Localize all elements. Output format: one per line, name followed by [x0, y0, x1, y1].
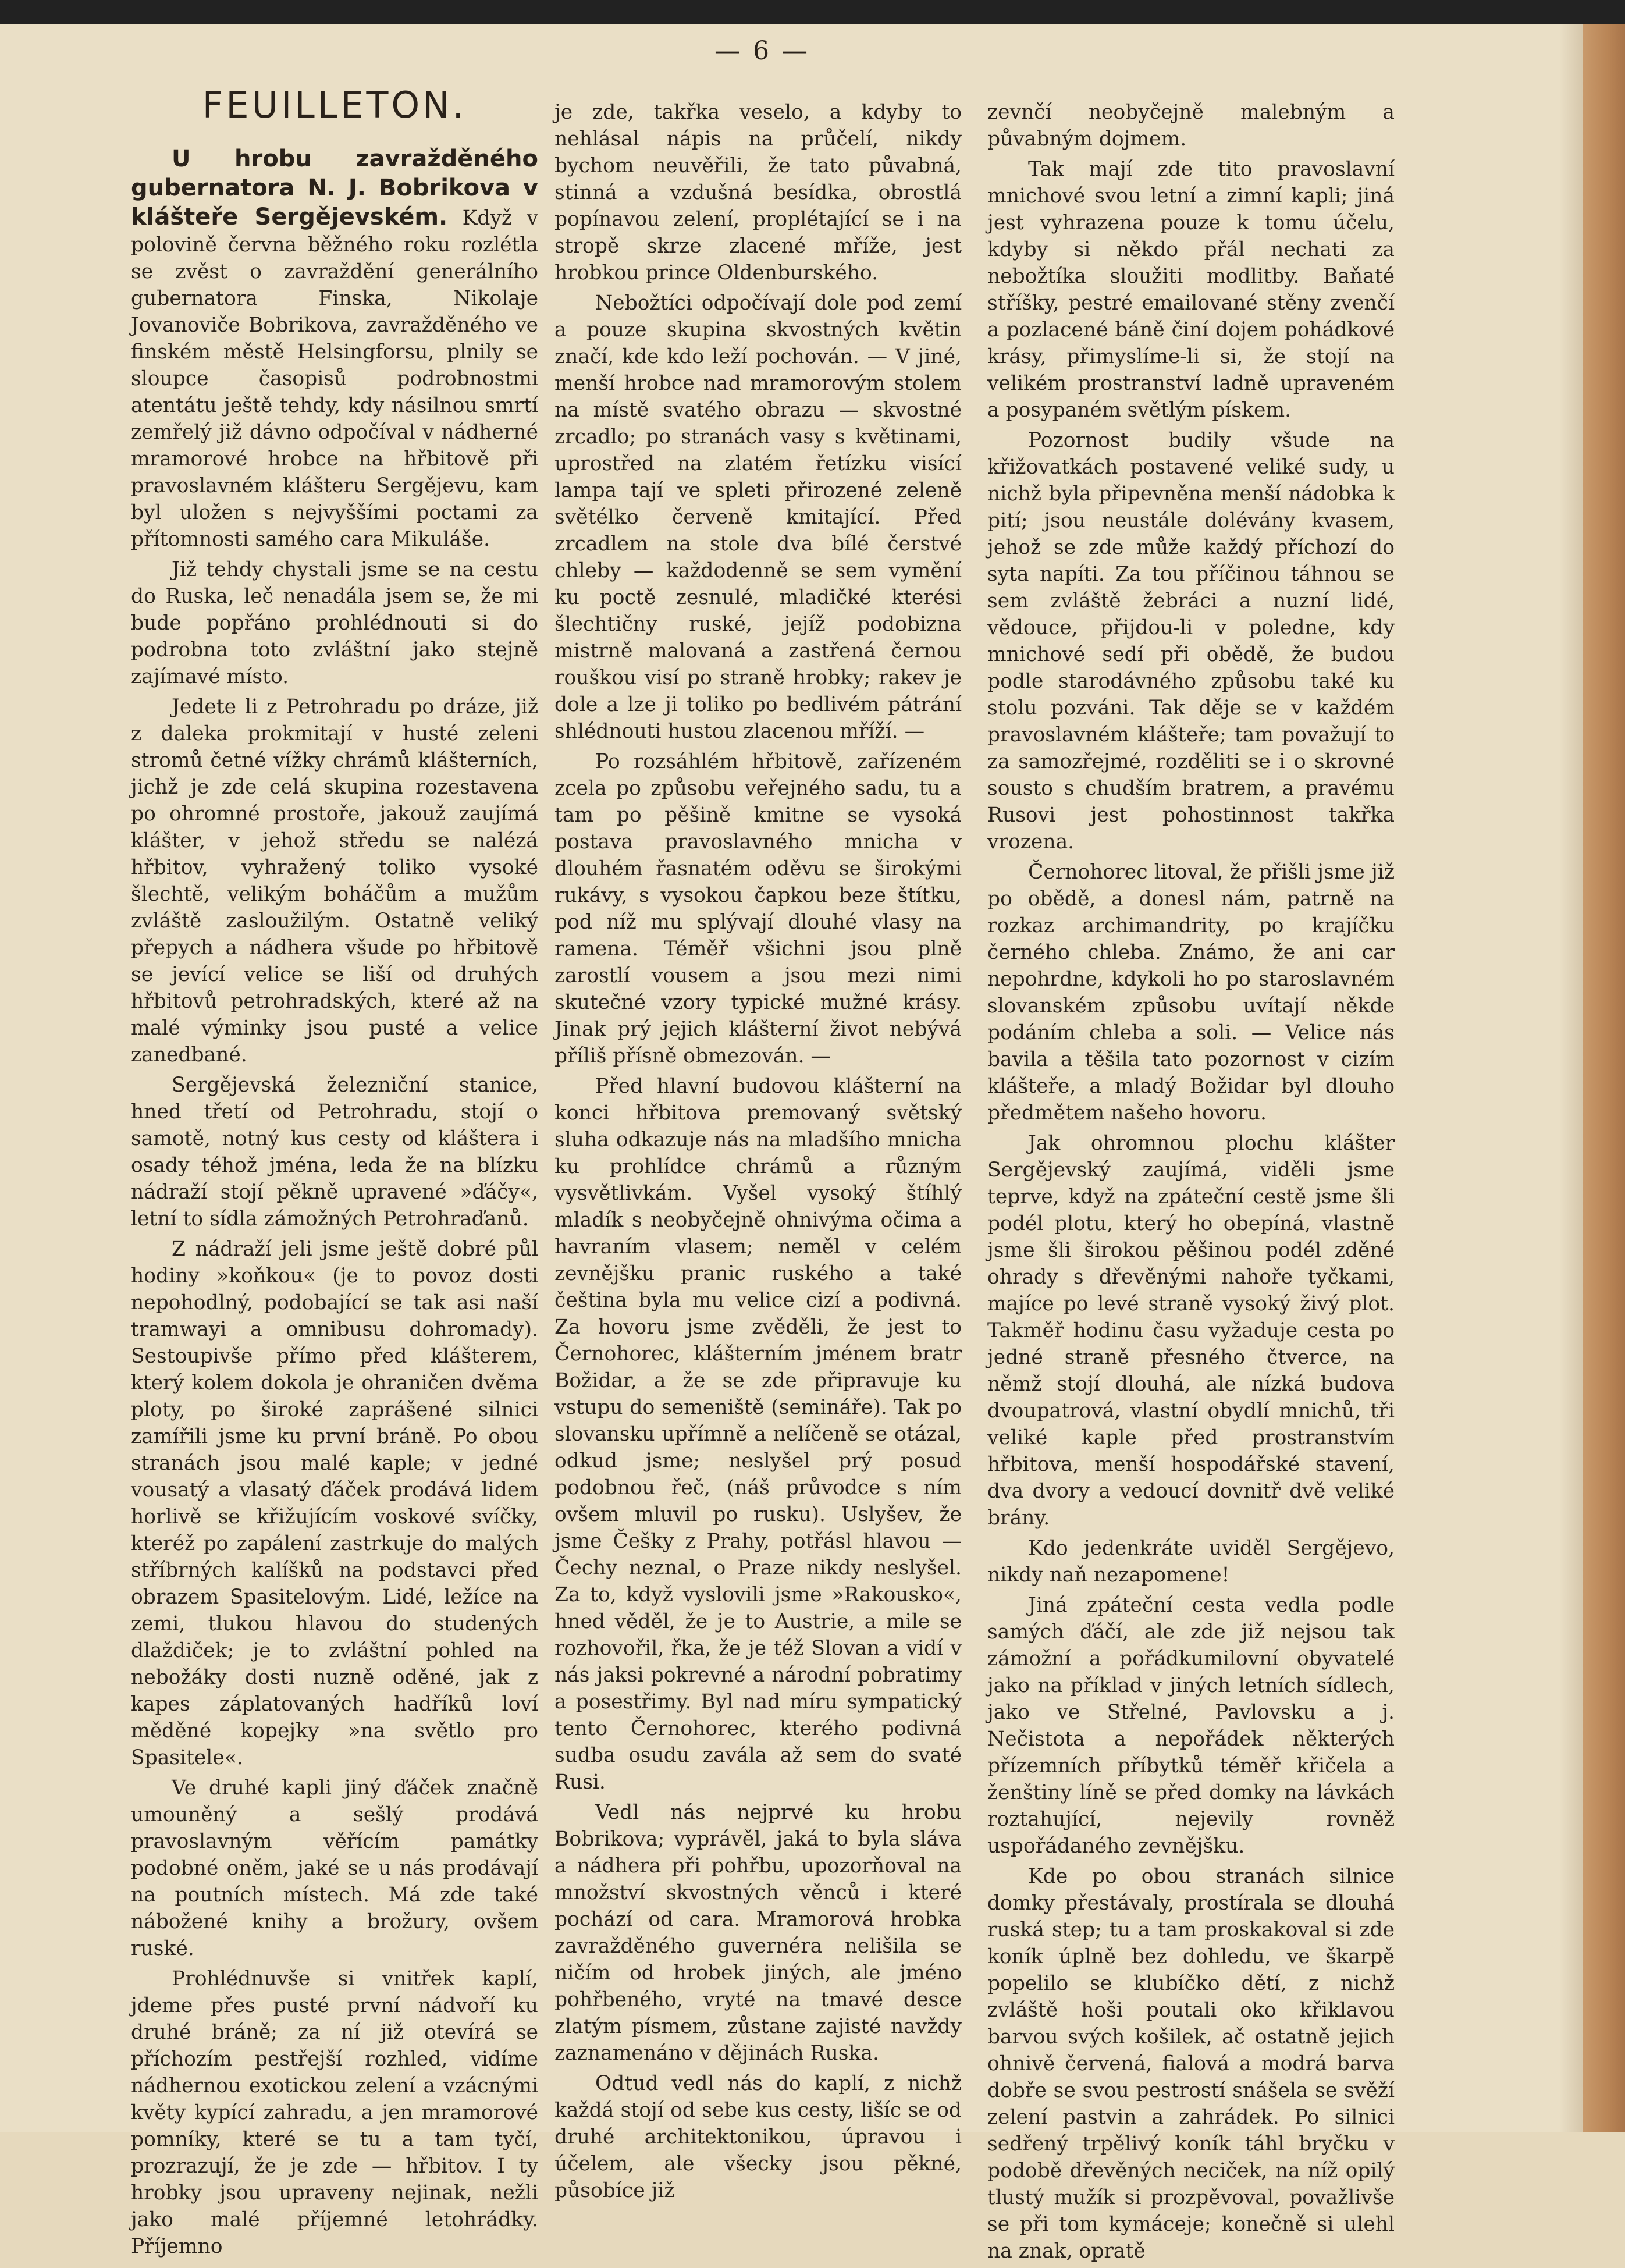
paragraph: Nebožtíci odpočívají dole pod zemí a pouze skupina skvostných květin značí, kde kdo leží pochován. — V jiné, menší hrobce nad mramorovým stolem na místě svatého obrazu — skvostné zrcadlo; po stranách vasy s květinami, uprostřed na zlatém řetízku visící lampa tají ve spleti přirozené zeleně světélko červeně kmitající. Před zrcadlem na stole dva bílé čerstvé chleby — každodenně se sem vymění ku poctě zesnulé, mladičké kterési šlechtičny ruské, jejíž podobizna mistrně malovaná a zastřená černou rouškou visí po straně hrobky; rakev je dole a lze ji toliko po bedlivém pátrání shlédnouti hustou zlacenou mříží. — — [554, 292, 962, 743]
paragraph: Jak ohromnou plochu klášter Sergějevský zaujímá, viděli jsme teprve, když na zpáteční cestě jsme šli podél plotu, který ho obepíná, vlastně jsme šli širokou pěšinou podél zděné ohrady s dřevěnými nahoře tyčkami, majíce po levé straně vysoký živý plot. Takměř hodinu času vyžaduje cesta po jedné straně přesného čtverce, na němž stojí dlouhá, ale nízká budova dvoupatrová, vlastní obydlí mnichů, tři veliké kaple před prostranstvím hřbitova, menší hospodářské stavení, dva dvory a vedoucí dovnitř dvě veliké brány. — [987, 1132, 1395, 1530]
paragraph: Ve druhé kapli jiný ďáček značně umouněný a sešlý prodává pravoslavným věřícím památky podobné oněm, jaké se u nás prodávají na poutních místech. Má zde také nábožené knihy a brožury, ovšem ruské. — [131, 1776, 538, 1960]
paragraph: Prohlédnuvše si vnitřek kaplí, jdeme přes pusté první nádvoří ku druhé bráně; za ní již otevírá se příchozím pestřejší rozhled, vidíme nádhernou exotickou zelení a vzácnými květy kypící zahradu, a jen mramorové pomníky, které se tu a tam tyčí, prozrazují, že je zde — hřbitov. I ty hrobky jsou upraveny nejinak, nežli jako malé příjemné letohrádky. Příjemno — [131, 1967, 538, 2258]
column-2 — [554, 99, 962, 2207]
page-number: — 6 — — [714, 36, 810, 66]
article-title: U hrobu zavražděného gubernatora N. J. Bobrikova v klášteře Sergějevském. — [131, 145, 538, 230]
paragraph: Kdo jedenkráte uviděl Sergějevo, nikdy naň nezapomene! — [987, 1537, 1395, 1587]
scan-top-border — [0, 0, 1625, 24]
paragraph: Pozornost budily všude na křižovatkách postavené veliké sudy, u nichž byla připevněna menší nádobka k pití; jsou neustále dolévány kvasem, jehož se zde může každý příchozí do syta napíti. Za tou příčinou táhnou se sem zvláště žebráci a nuzní lidé, vědouce, přijdou-li v poledne, kdy mnichové sedí při obědě, že budou podle starodávného způsobu také ku stolu pozváni. Tak děje se v každém pravoslavném klášteře; tam považují to za samozřejmé, rozděliti se i o skrovné sousto s chudším bratrem, a pravému Rusovi jest pohostinnost takřka vrozena. — [987, 429, 1395, 854]
page-shadow — [1559, 0, 1583, 2132]
paragraph-text: Když v polovině června běžného roku rozlétla se zvěst o zavraždění generálního gubernatora Finska, Nikolaje Jovanoviče Bobrikova, zavražděného ve finském městě Helsingforsu, plnily se sloupce časopisů podrobnostmi atentátu ještě tehdy, kdy násilnou smrtí zemřelý již dávno odpočíval v nádherné mramorové hrobce na hřbitově při pravoslavném klášteru Sergějevu, kam byl uložen s nejvyššími poctami za přítomnosti samého cara Mikuláše. — [131, 207, 538, 551]
paragraph: Vedl nás nejprvé ku hrobu Bobrikova; vyprávěl, jaká to byla sláva a nádhera při pohřbu, upozorňoval na množství skvostných věnců i které pochází od cara. Mramorová hrobka zavražděného guvernéra nelišila se ničím od hrobek jiných, ale jméno pohřbeného, vryté na tmavé desce zlatým písmem, zůstane zajisté navždy zaznamenáno v dějinách Ruska. — [554, 1801, 962, 2065]
column-3 — [987, 99, 1395, 2268]
paragraph: Jiná zpáteční cesta vedla podle samých ďáčí, ale zde již nejsou tak zámožní a pořádkumilovní obyvatelé jako na příklad v jiných letních sídlech, jako ve Střelné, Pavlovsku a j. Nečistota a nepořádek některých přízemních příbytků téměř křičela a ženštiny líně se před domky na lávkách roztahující, nejevily rovněž uspořádaného zevnějšku. — [987, 1594, 1395, 1858]
paragraph-continued: zevnčí neobyčejně malebným a půvabným dojmem. — [987, 101, 1395, 151]
paragraph: Jedete li z Petrohradu po dráze, již z daleka prokmitají v husté zeleni stromů četné vížky chrámů klášterních, jichž je zde celá skupina rozestavena po ohromné prostoře, jakouž zaujímá klášter, v jehož středu se nalézá hřbitov, vyhražený toliko vysoké šlechtě, velikým boháčům a mužům zvláště zasloužilým. Ostatně veliký přepych a nádhera všude po hřbitově se jevící velice se liší od druhých hřbitovů petrohradských, které až na malé výminky jsou pusté a velice zanedbané. — [131, 695, 538, 1067]
paragraph: Z nádraží jeli jsme ještě dobré půl hodiny »koňkou« (je to povoz dosti nepohodlný, podobající se tak asi naší tramwayi a omnibusu dohromady). Sestoupivše přímo před klášterem, který kolem dokola je ohraničen dvěma ploty, po široké zaprášené silnici zamířili jsme ku první bráně. Po obou stranách jsou malé kaple; v jedné vousatý a vlasatý ďáček prodává lidem horlivě se křižujícím voskové svíčky, kteréž po zapálení zastrkuje do malých stříbrných kalíšků na podstavci před obrazem Spasitelovým. Lidé, ležíce na zemi, tlukou hlavou do studených dlaždiček; je to zvláštní pohled na nebožáky dosti nuzně oděné, jak z kapes záplatovaných hadříků loví měděné kopejky »na světlo pro Spasitele«. — [131, 1238, 538, 1769]
paragraph: Kde po obou stranách silnice domky přestávaly, prostírala se dlouhá ruská step; tu a tam proskakoval si zde koník úplně bez dohledu, ve škarpě popelilo se klubíčko dětí, z nichž zvláště hoši poutali oko křiklavou barvou svých košilek, ač ostatně jejich ohnivě červená, fialová a modrá barva dobře se svou pestrostí snášela se svěží zelení pastvin a zahrádek. Po silnici sedřený trpělivý koník táhl bryčku v podobě dřevěných neciček, na níž opilý tlustý mužík si prozpěvoval, považlivše se při tom kymáceje; konečně si ulehl na znak, opratě — [987, 1865, 1395, 2263]
column-1 — [131, 84, 538, 2263]
page-edge — [1583, 0, 1625, 2132]
paragraph: Před hlavní budovou klášterní na konci hřbitova premovaný světský sluha odkazuje nás na mladšího mnicha ku prohlídce chrámů a různým vysvětlivkám. Vyšel vysoký štíhlý mladík s neobyčejně ohnivýma očima a havraním vlasem; neměl v celém zevnějšku pranic ruského a také čeština byla mu velice cizí a podivná. Za hovoru jsme zvěděli, že jest to Černohorec, klášterním jménem bratr Božidar, a že se zde připravuje ku vstupu do semeniště (semináře). Tak po slovansku upřímně a nelíčeně se otázal, odkud jsme; neslyšel prý posud podobnou řeč, (náš průvodce s ním ovšem mluvil po rusku). Uslyšev, že jsme Češky z Prahy, potřásl hlavou — Čechy neznal, o Praze nikdy neslyšel. Za to, když vyslovili jsme »Rakousko«, hned věděl, že je to Austrie, a mile se rozhovořil, řka, že je též Slovan a vidí v nás jaksi pokrevné a národní pobratimy a posestřimy. Byl nad míru sympatický tento Černohorec, kterého podivná sudba osudu zavála až sem do svaté Rusi. — [554, 1075, 962, 1794]
paragraph-continued: je zde, takřka veselo, a kdyby to nehlásal nápis na průčelí, nikdy bychom neuvěřili, že tato půvabná, stinná a vzdušná besídka, obrostlá popínavou zelení, proplétající se i na stropě skrze zlacené mříže, jest hrobkou prince Oldenburského. — [554, 101, 962, 285]
paragraph: Odtud vedl nás do kaplí, z nichž každá stojí od sebe kus cesty, lišíc se od druhé architektonikou, úpravou i účelem, ale všecky jsou pěkné, působíce již — [554, 2072, 962, 2202]
paragraph: Po rozsáhlém hřbitově, zařízeném zcela po způsobu veřejného sadu, tu a tam po pěšině kmitne se vysoká postava pravoslavného mnicha v dlouhém řasnatém oděvu se širokými rukávy, s vysokou čapkou beze štítku, pod níž mu splývají dlouhé vlasy na ramena. Téměř všichni jsou plně zarostlí vousem a jsou mezi nimi skutečné vzory typické mužné krásy. Jinak prý jejich klášterní život nebývá příliš přísně obmezován. — — [554, 750, 962, 1068]
section-heading: FEUILLETON. — [202, 84, 467, 126]
paragraph: Černohorec litoval, že přišli jsme již po obědě, a donesl nám, patrně na rozkaz archimandrity, po krajíčku černého chleba. Známo, že ani car nepohrdne, kdykoli ho po staroslavném slovanském způsobu uvítají někde podáním chleba a soli. — Velice nás bavila a těšila tato pozornost v cizím klášteře, a mladý Božidar byl dlouho předmětem našeho hovoru. — [987, 861, 1395, 1125]
paragraph: Již tehdy chystali jsme se na cestu do Ruska, leč nenadála jsem se, že mi bude popřáno prohlédnouti si do podrobna toto zvláštní jako stejně zajímavé místo. — [131, 558, 538, 688]
paragraph: Tak mají zde tito pravoslavní mnichové svou letní a zimní kapli; jiná jest vyhrazena pouze k tomu účelu, kdyby si někdo přál nechati za nebožtíka sloužiti modlitby. Baňaté stříšky, pestré emailované stěny zvenčí a pozlacené báně činí dojem pohádkové krásy, přimyslíme-li si, že stojí na velikém prostranství ladně upraveném a posypaném světlým pískem. — [987, 158, 1395, 422]
paragraph: Sergějevská železniční stanice, hned třetí od Petrohradu, stojí o samotě, notný kus cesty od kláštera i osady téhož jména, leda že na blízku nádraží stojí pěkně upravené »ďáčy«, letní to sídla zámožných Petrohraďanů. — [131, 1073, 538, 1231]
lead-paragraph — [131, 144, 538, 553]
